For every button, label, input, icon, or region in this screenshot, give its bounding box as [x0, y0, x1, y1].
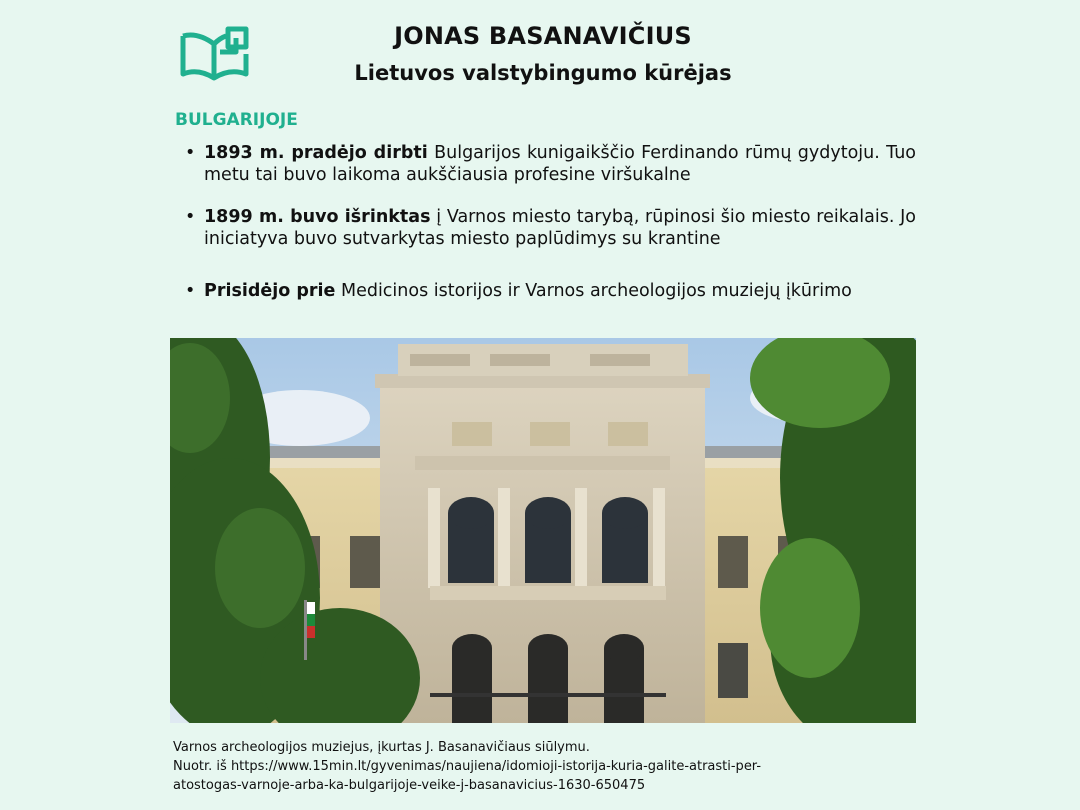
section-label: BULGARIJOJE: [175, 110, 298, 130]
caption-source-line: atostogas-varnoje-arba-ka-bulgarijoje-veike-j-basanavicius-1630-650475: [173, 778, 646, 793]
bullet-text: į Varnos miesto tarybą, rūpinosi šio miesto reikalais. Jo iniciatyva buvo sutvarkytas miesto paplūdimys su krantine: [204, 207, 917, 249]
bullet-dot-icon: •: [185, 281, 196, 301]
bullet-dot-icon: •: [185, 143, 196, 163]
bullet-item: [185, 280, 916, 302]
bullet-bold: Prisidėjo prie: [204, 281, 336, 301]
bullet-bold: 1893 m. pradėjo dirbti: [204, 143, 428, 163]
photo-caption: [173, 738, 913, 795]
caption-line: Varnos archeologijos muziejus, įkurtas J. Basanavičiaus siūlymu.: [173, 740, 590, 755]
bullet-dot-icon: •: [185, 207, 196, 227]
bullet-item: [185, 142, 916, 186]
bullet-text: Bulgarijos kunigaikščio Ferdinando rūmų gydytoju. Tuo metu tai buvo laikoma aukščiausia profesine viršukalne: [204, 143, 917, 185]
open-book-icon: [180, 26, 250, 82]
museum-photo: [170, 338, 916, 723]
bullet-item: [185, 206, 916, 250]
bullet-text: Medicinos istorijos ir Varnos archeologijos muziejų įkūrimo: [335, 281, 852, 301]
caption-source-line: Nuotr. iš https://www.15min.lt/gyvenimas/naujiena/idomioji-istorija-kuria-galite-atrasti-per-: [173, 759, 762, 774]
page-title: JONAS BASANAVIČIUS: [394, 22, 692, 50]
page-subtitle: Lietuvos valstybingumo kūrėjas: [354, 61, 732, 85]
bullet-bold: 1899 m. buvo išrinktas: [204, 207, 431, 227]
